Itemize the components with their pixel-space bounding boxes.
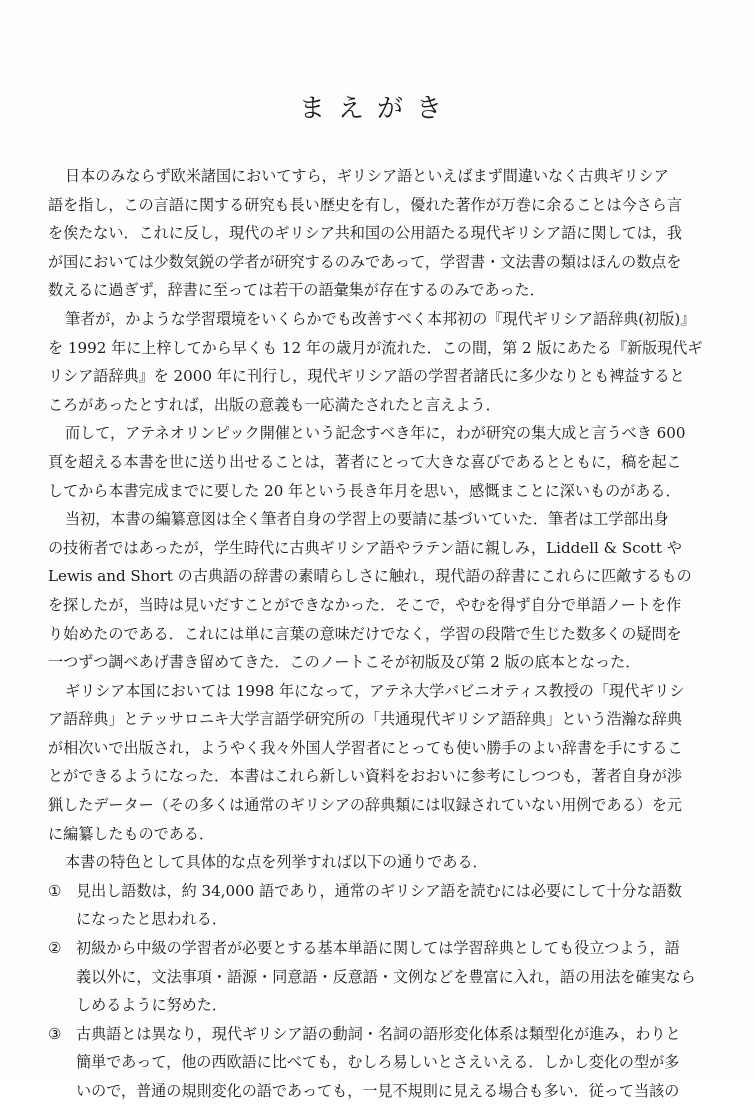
line-text: ア語辞典」とテッサロニキ大学言語学研究所の「共通現代ギリシア語辞典」という浩瀚な辞典: [48, 710, 682, 729]
text-line: [48, 963, 712, 992]
line-text: 語を指し，この言語に関する研究も長い歴史を有し，優れた著作が万巻に余ることは今さら言: [48, 195, 682, 214]
text-line: [48, 477, 712, 506]
line-text: 頁を超える本書を世に送り出せることは，著者にとって大きな喜びであるとともに，稿を起こ: [48, 452, 682, 471]
line-text: 義以外に，文法事項・語源・同意語・反意語・文例などを豊富に入れ，語の用法を確実なら: [76, 967, 696, 986]
page-title: まえがき: [298, 94, 455, 124]
text-line: [48, 276, 712, 305]
text-line: [48, 191, 712, 220]
line-text: 筆者が，かような学習環境をいくらかでも改善すべく本邦初の『現代ギリシア語辞典(初版)』: [65, 309, 696, 328]
line-text: 見出し語数は，約 34,000 語であり，通常のギリシア語を読むには必要にして十分な語数: [76, 881, 682, 900]
text-line: [48, 905, 712, 934]
line-text: 簡単であって，他の西欧語に比べても，むしろ易しいとさえいえる．しかし変化の型が多: [76, 1053, 680, 1072]
line-text: 猟したデーター（その多くは通常のギリシアの辞典類には収録されていない用例である）を元: [48, 796, 682, 815]
text-line: [48, 648, 712, 677]
text-line: [48, 620, 712, 649]
line-text: 数えるに過ぎず，辞書に至っては若干の語彙集が存在するのみであった．: [48, 281, 545, 300]
text-line: [48, 305, 712, 334]
line-text: り始めたのである．これには単に言葉の意味だけでなく，学習の段階で生じた数多くの疑問を: [48, 624, 682, 643]
line-text: の技術者ではあったが，学生時代に古典ギリシア語やラテン語に親しみ，Liddell & Scott や: [48, 538, 682, 557]
text-line: [48, 1048, 712, 1077]
text-line: [48, 1020, 712, 1049]
line-text: 古典語とは異なり，現代ギリシア語の動詞・名詞の語形変化体系は類型化が進み，わりと: [76, 1024, 681, 1043]
line-text: 当初，本書の編纂意図は全く筆者自身の学習上の要請に基づいていた．筆者は工学部出身: [65, 510, 669, 529]
text-line: [48, 419, 712, 448]
line-text: 本書の特色として具体的な点を列挙すれば以下の通りである．: [65, 853, 488, 872]
line-text: ころがあったとすれば，出版の意義も一応満たされたと言えよう．: [48, 395, 501, 414]
line-text: Lewis and Short の古典語の辞書の素晴らしさに触れ，現代語の辞書にこれらに匹敵するもの: [48, 567, 692, 586]
text-line: [48, 505, 712, 534]
list-marker: ③: [48, 1024, 62, 1043]
text-line: [48, 734, 712, 763]
text-line: [48, 248, 712, 277]
text-line: [48, 705, 712, 734]
text-line: [48, 534, 712, 563]
list-marker: ①: [48, 881, 62, 900]
line-text: いので，普通の規則変化の語であっても，一見不規則に見える場合も多い．従って当該の: [76, 1082, 680, 1100]
body-text: [48, 162, 712, 1106]
line-text: してから本書完成までに要した 20 年という長き年月を思い，感慨まことに深いものがある．: [48, 481, 681, 500]
text-line: [48, 934, 712, 963]
text-line: [48, 219, 712, 248]
text-line: [48, 391, 712, 420]
text-line: [48, 162, 712, 191]
text-line: [48, 677, 712, 706]
text-line: [48, 791, 712, 820]
text-line: [48, 1077, 712, 1106]
line-text: を 1992 年に上梓してから早くも 12 年の歳月が流れた．この間，第 2 版にあたる『新版現代ギ: [48, 338, 703, 357]
text-line: [48, 820, 712, 849]
line-text: が相次いで出版され，ようやく我々外国人学習者にとっても使い勝手のよい辞書を手にするこ: [48, 738, 683, 757]
text-line: [48, 362, 712, 391]
text-line: [48, 848, 712, 877]
text-line: [48, 591, 712, 620]
line-text: しめるように努めた．: [76, 996, 227, 1015]
text-line: [48, 562, 712, 591]
text-line: [48, 877, 712, 906]
text-line: [48, 334, 712, 363]
line-text: 一つずつ調べあげ書き留めてきた．このノートこそが初版及び第 2 版の底本となった．: [48, 653, 641, 672]
line-text: とができるようになった．本書はこれら新しい資料をおおいに参考にしつつも，著者自身が渉: [48, 767, 682, 786]
line-text: を俟たない．これに反し，現代のギリシア共和国の公用語たる現代ギリシア語に関しては，我: [48, 224, 682, 243]
line-text: が国においては少数気鋭の学者が研究するのみであって，学習書・文法書の類はほんの数点を: [48, 252, 682, 271]
line-text: を探したが，当時は見いだすことができなかった．そこで，やむを得ず自分で単語ノートを作: [48, 595, 682, 614]
line-text: 日本のみならず欧米諸国においてすら，ギリシア語といえばまず間違いなく古典ギリシア: [65, 167, 669, 185]
text-line: [48, 991, 712, 1020]
list-marker: ②: [48, 939, 62, 958]
line-text: になったと思われる．: [76, 910, 227, 929]
line-text: 初級から中級の学習者が必要とする基本単語に関しては学習辞典としても役立つよう，語: [76, 939, 680, 958]
line-text: ギリシア本国においては 1998 年になって，アテネ大学バビニオティス教授の「現代ギリシ: [65, 681, 685, 700]
line-text: リシア語辞典』を 2000 年に刊行し，現代ギリシア語の学習者諸氏に多少なりとも裨益すると: [48, 367, 685, 386]
text-line: [48, 762, 712, 791]
text-line: [48, 448, 712, 477]
line-text: 而して，アテネオリンピック開催という記念すべき年に，わが研究の集大成と言うべき 600: [65, 424, 686, 443]
line-text: に編纂したものである．: [48, 824, 215, 843]
